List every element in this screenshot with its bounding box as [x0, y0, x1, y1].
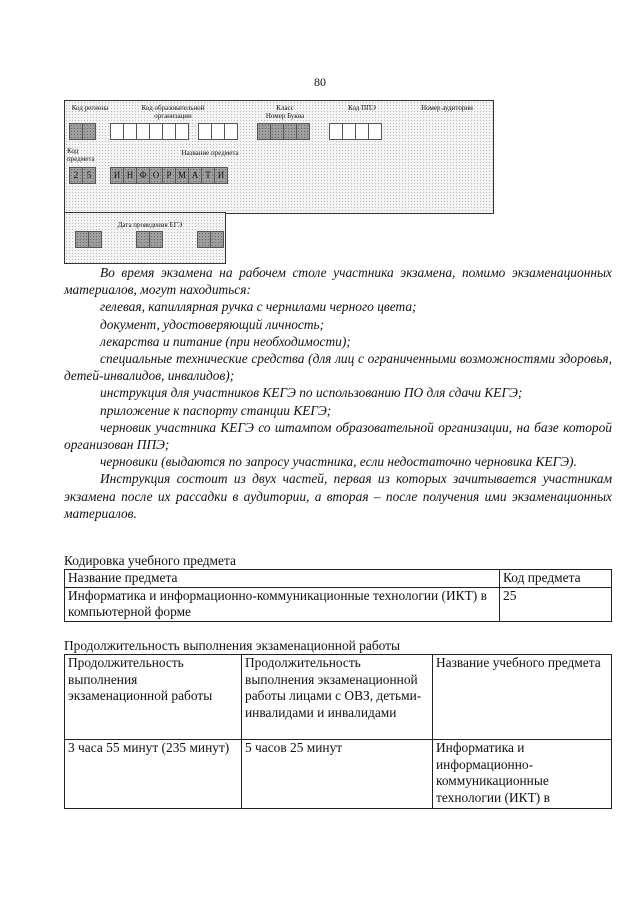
list-item: документ, удостоверяющий личность; [100, 316, 325, 332]
date-cells-row [75, 231, 223, 248]
date-cell[interactable] [149, 231, 163, 248]
class-cell[interactable] [211, 123, 225, 140]
table-cell: 25 [500, 587, 612, 621]
subject-name-cell[interactable]: И [110, 167, 124, 184]
label-region-code: Код региона [71, 104, 109, 112]
date-cell[interactable] [75, 231, 89, 248]
org-cell[interactable] [123, 123, 137, 140]
ppe-cell[interactable] [296, 123, 310, 140]
org-cell[interactable] [110, 123, 124, 140]
org-cell[interactable] [136, 123, 150, 140]
table-header-row [65, 655, 612, 740]
room-cell[interactable] [329, 123, 343, 140]
org-cell[interactable] [162, 123, 176, 140]
subject-name-cell[interactable]: Ф [136, 167, 150, 184]
class-cell[interactable] [224, 123, 238, 140]
subject-name-cell[interactable]: М [175, 167, 189, 184]
coding-table [64, 569, 612, 622]
label-org-code: Код образовательной организации [141, 104, 205, 120]
date-cell[interactable] [197, 231, 211, 248]
page-number: 80 [314, 75, 326, 89]
instructions-text [64, 264, 612, 522]
subject-cells-row [69, 167, 227, 184]
table-row [65, 587, 612, 621]
label-class: Класс [276, 104, 294, 112]
subject-name-cell[interactable]: А [188, 167, 202, 184]
date-cell[interactable] [88, 231, 102, 248]
subject-code-cell[interactable]: 5 [82, 167, 96, 184]
subject-name-cell[interactable]: О [149, 167, 163, 184]
subject-name-cell[interactable]: И [214, 167, 228, 184]
ppe-cell[interactable] [257, 123, 271, 140]
room-cell[interactable] [368, 123, 382, 140]
list-item: лекарства и питание (при необходимости); [100, 333, 351, 349]
list-item: инструкция для участников КЕГЭ по использованию ПО для сдачи КЕГЭ; [100, 385, 523, 401]
subject-name-cell[interactable]: Н [123, 167, 137, 184]
list-item: специальные технические средства (для лиц с ограниченными возможностями здоровья, детей-инвалидов, инвалидов); [64, 351, 612, 384]
intro-paragraph: Во время экзамена на рабочем столе участника экзамена, помимо экзаменационных материалов, могут находиться: [64, 265, 612, 298]
form-header-block [64, 100, 494, 214]
subject-name-cell[interactable]: Т [201, 167, 215, 184]
duration-table [64, 654, 612, 809]
coding-table-caption: Кодировка учебного предмета [64, 553, 236, 568]
list-item: черновик участника КЕГЭ со штампом образовательной организации, на базе которой организован ППЭ; [64, 419, 612, 453]
exam-date-block [64, 212, 226, 264]
room-cell[interactable] [342, 123, 356, 140]
table-header-cell: Продолжительность выполнения экзаменационной работы [65, 655, 242, 740]
list-item: черновики (выдаются по запросу участника, если недостаточно черновика КЕГЭ). [100, 454, 577, 470]
duration-table-caption: Продолжительность выполнения экзаменационной работы [64, 638, 400, 653]
org-cell[interactable] [175, 123, 189, 140]
closing-paragraph: Инструкция состоит из двух частей, первая из которых зачитывается участникам экзамена после их рассадки в аудитории, а вторая – после получения ими экзаменационных материалов. [64, 471, 612, 521]
label-subject-code: Код предмета [67, 147, 95, 163]
ppe-cell[interactable] [270, 123, 284, 140]
class-cell[interactable] [198, 123, 212, 140]
label-ppe-code: Код ППЭ [348, 104, 376, 112]
table-header-cell: Код предмета [500, 570, 612, 588]
region-cell[interactable] [82, 123, 96, 140]
table-header-row [65, 570, 612, 588]
table-cell: 3 часа 55 минут (235 минут) [65, 740, 242, 809]
table-row [65, 740, 612, 809]
table-header-cell: Название учебного предмета [433, 655, 612, 740]
ppe-cell[interactable] [283, 123, 297, 140]
date-cell[interactable] [136, 231, 150, 248]
table-cell: Информатика и информационно-коммуникационные технологии (ИКТ) в [433, 740, 612, 809]
list-item: приложение к паспорту станции КЕГЭ; [100, 402, 332, 418]
label-room-number: Номер аудитории [421, 104, 473, 112]
table-header-cell: Название предмета [65, 570, 500, 588]
org-cell[interactable] [149, 123, 163, 140]
date-cell[interactable] [210, 231, 224, 248]
label-subject-name: Название предмета [181, 149, 239, 157]
code-cells-row [69, 123, 381, 140]
table-cell: Информатика и информационно-коммуникационные технологии (ИКТ) в компьютерной форме [65, 587, 500, 621]
subject-code-cell[interactable]: 2 [69, 167, 83, 184]
subject-name-cell[interactable]: Р [162, 167, 176, 184]
table-cell: 5 часов 25 минут [242, 740, 433, 809]
region-cell[interactable] [69, 123, 83, 140]
table-header-cell: Продолжительность выполнения экзаменационной работы лицами с ОВЗ, детьми-инвалидами и инвалидами [242, 655, 433, 740]
label-exam-date: Дата проведения ЕГЭ [117, 221, 183, 229]
label-class-letter: Номер Буква [265, 112, 305, 120]
list-item: гелевая, капиллярная ручка с чернилами черного цвета; [100, 299, 417, 315]
room-cell[interactable] [355, 123, 369, 140]
